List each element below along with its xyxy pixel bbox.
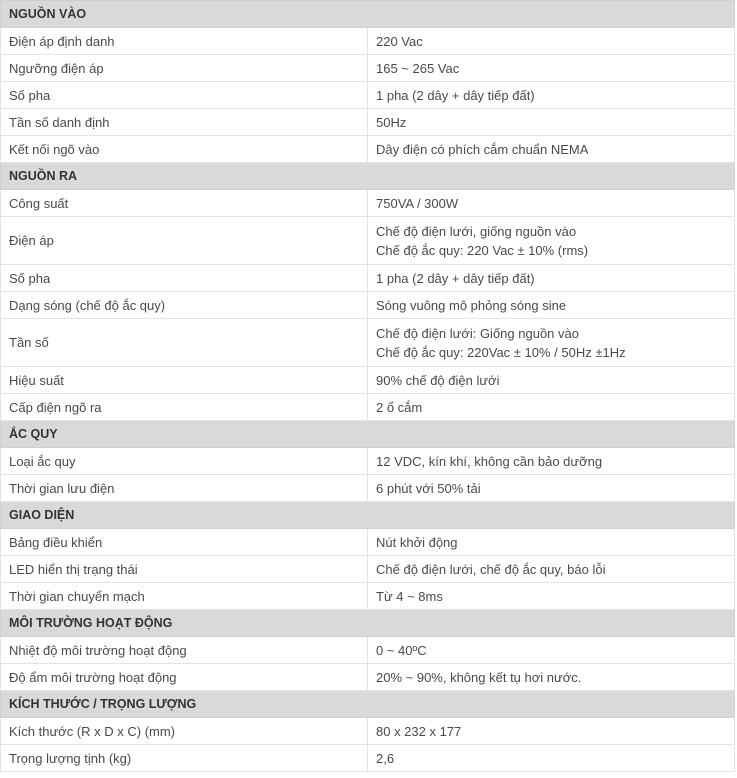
table-row xyxy=(1,475,735,502)
section-title: NGUỒN RA xyxy=(1,163,735,190)
section-header xyxy=(1,691,735,718)
spec-value-line: 1 pha (2 dây + dây tiếp đất) xyxy=(376,87,535,103)
spec-value xyxy=(368,529,735,556)
spec-value xyxy=(368,745,735,772)
table-row xyxy=(1,28,735,55)
spec-label: Thời gian chuyển mạch xyxy=(1,583,368,610)
spec-value-line: 165 ~ 265 Vac xyxy=(376,60,460,76)
section-header xyxy=(1,502,735,529)
spec-label: Công suất xyxy=(1,190,368,217)
spec-value xyxy=(368,217,735,265)
table-row xyxy=(1,448,735,475)
spec-label: Thời gian lưu điện xyxy=(1,475,368,502)
spec-value-line: Từ 4 ~ 8ms xyxy=(376,588,443,604)
spec-value xyxy=(368,394,735,421)
spec-value-line: Chế độ điện lưới, chế độ ắc quy, báo lỗi xyxy=(376,561,606,577)
table-row xyxy=(1,265,735,292)
table-row xyxy=(1,664,735,691)
spec-value xyxy=(368,292,735,319)
spec-label: Nhiệt độ môi trường hoạt động xyxy=(1,637,368,664)
spec-label: Loại ắc quy xyxy=(1,448,368,475)
spec-label: Ngưỡng điện áp xyxy=(1,55,368,82)
section-title: MÔI TRƯỜNG HOẠT ĐỘNG xyxy=(1,610,735,637)
section-title: NGUỒN VÀO xyxy=(1,1,735,28)
table-row xyxy=(1,109,735,136)
spec-value xyxy=(368,319,735,367)
table-row xyxy=(1,319,735,367)
table-row xyxy=(1,394,735,421)
spec-value-line: 6 phút với 50% tải xyxy=(376,480,481,496)
table-row xyxy=(1,55,735,82)
spec-value-line: 20% ~ 90%, không kết tụ hơi nước. xyxy=(376,669,582,685)
spec-value xyxy=(368,475,735,502)
spec-label: Kích thước (R x D x C) (mm) xyxy=(1,718,368,745)
spec-value-line: 90% chế độ điện lưới xyxy=(376,372,500,388)
spec-value xyxy=(368,82,735,109)
table-row xyxy=(1,745,735,772)
spec-label: Tần số danh định xyxy=(1,109,368,136)
spec-value xyxy=(368,556,735,583)
spec-value-line: 750VA / 300W xyxy=(376,195,459,211)
section-header xyxy=(1,163,735,190)
table-row xyxy=(1,292,735,319)
spec-value xyxy=(368,718,735,745)
spec-value-line: Nút khởi động xyxy=(376,534,458,550)
table-row xyxy=(1,529,735,556)
spec-value-line: Dây điện có phích cắm chuẩn NEMA xyxy=(376,141,589,157)
spec-value-line: 80 x 232 x 177 xyxy=(376,723,462,739)
spec-label: Kết nối ngõ vào xyxy=(1,136,368,163)
section-title: ẮC QUY xyxy=(1,421,735,448)
spec-value xyxy=(368,109,735,136)
spec-value-line: 2 ổ cắm xyxy=(376,399,423,415)
spec-value xyxy=(368,448,735,475)
table-row xyxy=(1,637,735,664)
spec-label: Cấp điện ngõ ra xyxy=(1,394,368,421)
spec-label: Bảng điều khiển xyxy=(1,529,368,556)
spec-label: Độ ẩm môi trường hoạt động xyxy=(1,664,368,691)
spec-value-line: Chế độ ắc quy: 220Vac ± 10% / 50Hz ±1Hz xyxy=(376,344,626,360)
spec-value-line: Chế độ ắc quy: 220 Vac ± 10% (rms) xyxy=(376,242,589,258)
table-row xyxy=(1,217,735,265)
spec-value xyxy=(368,265,735,292)
spec-label: Điện áp định danh xyxy=(1,28,368,55)
table-row xyxy=(1,367,735,394)
spec-value-line: 0 ~ 40ºC xyxy=(376,642,427,658)
spec-label: Trọng lượng tịnh (kg) xyxy=(1,745,368,772)
spec-value-line: 12 VDC, kín khí, không cần bảo dưỡng xyxy=(376,453,603,469)
spec-value xyxy=(368,55,735,82)
spec-label: Số pha xyxy=(1,265,368,292)
section-header xyxy=(1,610,735,637)
spec-label: Điện áp xyxy=(1,217,368,265)
spec-value xyxy=(368,136,735,163)
spec-value-line: 1 pha (2 dây + dây tiếp đất) xyxy=(376,270,535,286)
spec-value xyxy=(368,664,735,691)
spec-table-body xyxy=(1,1,735,772)
table-row xyxy=(1,190,735,217)
table-row xyxy=(1,556,735,583)
spec-value-line: Chế độ điện lưới, giống nguồn vào xyxy=(376,223,577,239)
spec-value xyxy=(368,583,735,610)
spec-value-line: 50Hz xyxy=(376,114,407,130)
spec-value xyxy=(368,637,735,664)
spec-value xyxy=(368,28,735,55)
spec-label: Số pha xyxy=(1,82,368,109)
spec-label: Dạng sóng (chế độ ắc quy) xyxy=(1,292,368,319)
table-row xyxy=(1,136,735,163)
spec-label: Hiệu suất xyxy=(1,367,368,394)
table-row xyxy=(1,82,735,109)
spec-value xyxy=(368,367,735,394)
spec-label: Tần số xyxy=(1,319,368,367)
spec-label: LED hiển thị trạng thái xyxy=(1,556,368,583)
section-title: KÍCH THƯỚC / TRỌNG LƯỢNG xyxy=(1,691,735,718)
section-header xyxy=(1,1,735,28)
spec-value-line: 2,6 xyxy=(376,750,395,766)
section-header xyxy=(1,421,735,448)
spec-value-line: Sóng vuông mô phỏng sóng sine xyxy=(376,297,567,313)
spec-value-line: Chế độ điện lưới: Giống nguồn vào xyxy=(376,325,579,341)
spec-value-line: 220 Vac xyxy=(376,33,423,49)
spec-value xyxy=(368,190,735,217)
section-title: GIAO DIỆN xyxy=(1,502,735,529)
table-row xyxy=(1,718,735,745)
table-row xyxy=(1,583,735,610)
